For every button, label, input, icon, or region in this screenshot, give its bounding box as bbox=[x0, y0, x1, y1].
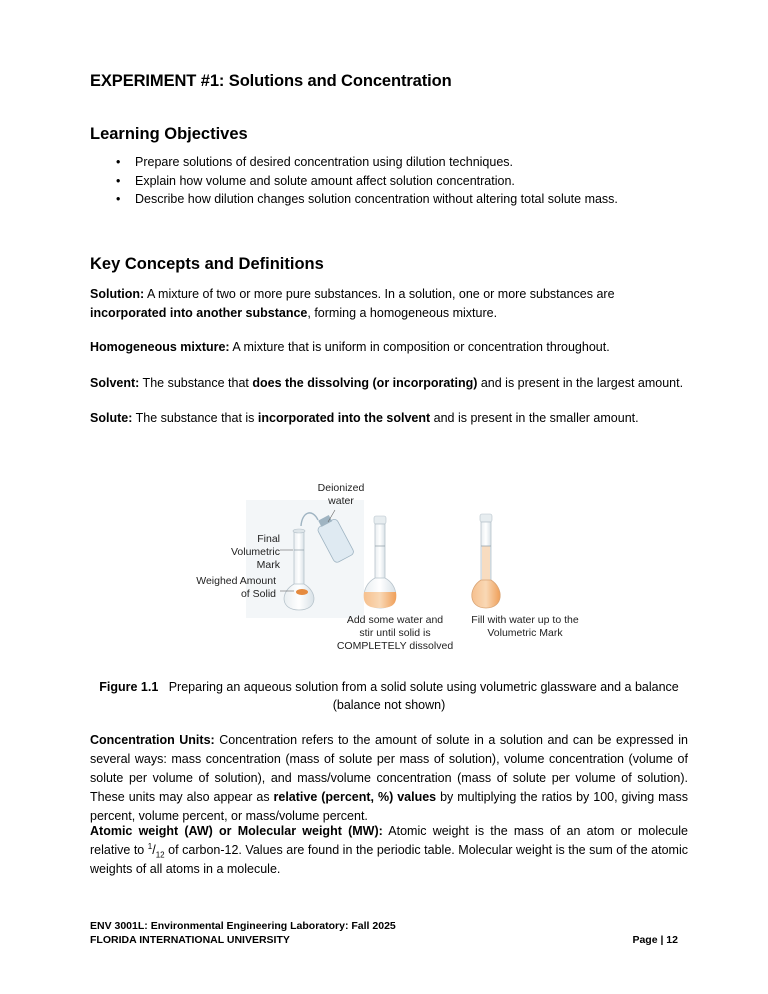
homogeneous-definition bbox=[90, 338, 688, 357]
bullet-icon: • bbox=[116, 155, 121, 169]
learning-objectives-heading: Learning Objectives bbox=[90, 125, 248, 143]
caption-label: Figure 1.1 bbox=[99, 680, 159, 694]
figure-volumetric-flasks bbox=[188, 480, 598, 660]
objective-text: Prepare solutions of desired concentration using dilution techniques. bbox=[135, 155, 514, 169]
concentration-units-paragraph bbox=[90, 731, 688, 826]
page-footer bbox=[90, 919, 678, 947]
definition-text: Atomic weight is the mass of an atom or molecule relative to bbox=[90, 824, 689, 857]
flask-2 bbox=[364, 516, 397, 608]
list-item bbox=[90, 190, 618, 209]
solvent-definition bbox=[90, 374, 688, 393]
definition-term: Solute: bbox=[90, 411, 133, 425]
definition-emphasis: does the dissolving (or incorporating) bbox=[252, 376, 478, 390]
definition-text: and is present in the largest amount. bbox=[477, 376, 684, 390]
footer-university: FLORIDA INTERNATIONAL UNIVERSITY bbox=[90, 934, 290, 946]
objective-text: Explain how volume and solute amount affect solution concentration. bbox=[135, 173, 515, 188]
key-concepts-heading: Key Concepts and Definitions bbox=[90, 255, 324, 273]
definition-text: The substance that bbox=[139, 376, 253, 390]
caption-text: Preparing an aqueous solution from a solid solute using volumetric glassware and a balance (balance not shown) bbox=[168, 680, 679, 712]
definition-text: of carbon-12. Values are found in the periodic table. Molecular weight is the sum of the atomic weights of all atoms in a molecule. bbox=[90, 843, 688, 876]
fraction-denominator: 12 bbox=[155, 850, 165, 860]
learning-objectives-list bbox=[90, 153, 618, 209]
label-deionized-water: Deionized water bbox=[317, 482, 365, 507]
list-item bbox=[90, 172, 618, 191]
definition-emphasis: relative (percent, %) values bbox=[273, 790, 437, 804]
atomic-weight-paragraph: Atomic weight (AW) or Molecular weight (MW): Atomic weight is the mass of an atom or molecule relative to $^1/_{12}$ of carbon-12. Values are found in the periodic table. Molecular weight is the sum of the atomic weights of all atoms in a molecule. bbox=[90, 824, 689, 876]
definition-term: Concentration Units: bbox=[90, 733, 215, 747]
solution-liquid bbox=[472, 580, 500, 608]
page-title: EXPERIMENT #1: Solutions and Concentration bbox=[90, 72, 452, 90]
flask-3 bbox=[472, 514, 500, 608]
page-number: Page | 12 bbox=[632, 934, 678, 946]
label-final-volumetric-mark: Final Volumetric Mark bbox=[230, 533, 280, 571]
solution-neck-liquid bbox=[482, 546, 490, 582]
list-item bbox=[90, 153, 618, 172]
definition-emphasis: incorporated into another substance bbox=[90, 306, 308, 320]
definition-text: A mixture that is uniform in composition or concentration throughout. bbox=[229, 340, 610, 354]
solid-sample bbox=[296, 589, 308, 595]
definition-text: , forming a homogeneous mixture. bbox=[307, 306, 498, 320]
solution-liquid bbox=[364, 592, 397, 608]
bullet-icon: • bbox=[116, 192, 121, 206]
bullet-icon: • bbox=[116, 173, 121, 188]
definition-text: Concentration refers to the amount of solute in a solution and can be expressed in several ways: mass concentration (mass of solute per mass of solution), volume concentration (volume of solute per volume of solution), and mass/volume concentration (mass of solute per volume of solution). These units may also appear as bbox=[90, 733, 688, 804]
fraction-numerator: 1 bbox=[147, 841, 153, 851]
definition-emphasis: incorporated into the solvent bbox=[257, 411, 431, 425]
label-weighed-amount: Weighed Amount of Solid bbox=[196, 575, 276, 600]
definition-term: Solution: bbox=[90, 287, 145, 301]
definition-term: Homogeneous mixture: bbox=[90, 340, 230, 354]
footer-course: ENV 3001L: Environmental Engineering Laboratory: Fall 2025 bbox=[90, 920, 396, 932]
label-step-fill: Fill with water up to the Volumetric Mark bbox=[471, 614, 579, 639]
solution-definition bbox=[90, 285, 688, 323]
figure-caption bbox=[90, 678, 688, 714]
definition-term: Atomic weight (AW) or Molecular weight (MW): bbox=[90, 824, 383, 838]
solute-definition bbox=[90, 409, 688, 428]
definition-term: Solvent: bbox=[90, 376, 140, 390]
objective-text: Describe how dilution changes solution concentration without altering total solute mass. bbox=[135, 192, 618, 206]
label-step-dissolve: Add some water and stir until solid is COMPLETELY dissolved bbox=[336, 614, 454, 652]
definition-text: A mixture of two or more pure substances. In a solution, one or more substances are bbox=[144, 287, 615, 301]
definition-text: and is present in the smaller amount. bbox=[430, 411, 639, 425]
definition-text: The substance that is bbox=[132, 411, 258, 425]
definition-text: by multiplying the ratios by 100, giving mass percent, volume percent, or mass/volume percent. bbox=[90, 790, 688, 823]
